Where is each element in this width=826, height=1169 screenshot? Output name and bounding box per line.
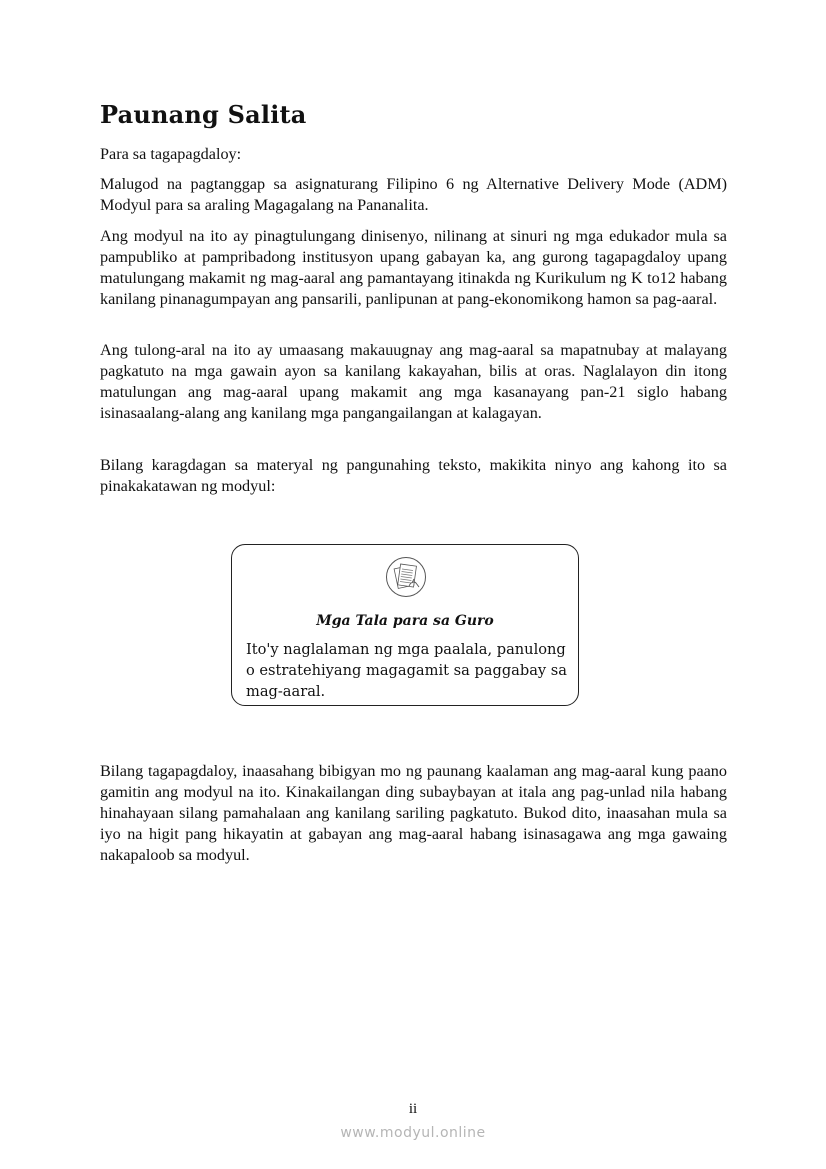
- paragraph-module-design: Ang modyul na ito ay pinagtulungang dinisenyo, nilinang at sinuri ng mga edukador mula sa pampubliko at pampribadong institusyon upang gabayan ka, ang gurong tagapagdaloy upang matulungang makamit ng mag-aaral ang pamantayang itinakda ng Kurikulum ng K to12 habang kanilang pinanagumpayan ang pansarili, panlipunan at pang-ekonomikong hamon sa pag-aaral.: [100, 227, 727, 308]
- teacher-notes-icon: [385, 556, 427, 598]
- watermark: www.modyul.online: [340, 1125, 486, 1141]
- page-number: ii: [408, 1101, 418, 1117]
- paragraph-welcome: Malugod na pagtanggap sa asignaturang Filipino 6 ng Alternative Delivery Mode (ADM) Modyul para sa araling Magagalang na Pananalita.: [100, 175, 727, 214]
- notebox-title: Mga Tala para sa Guro: [316, 613, 494, 629]
- paragraph-facilitator-role: Bilang tagapagdaloy, inaasahang bibigyan mo ng paunang kaalaman ang mag-aaral kung paano gamitin ang modyul na ito. Kinakailangan ding subaybayan at itala ang pag-unlad nila habang hinahayaan silang pamahalaan ang kanilang sariling pagkatuto. Bukod dito, inaasahan mula sa iyo na higit pang hikayatin at gabayan ang mag-aaral habang isinasagawa ang mga gawaing nakapaloob sa modyul.: [100, 762, 727, 864]
- page-title: Paunang Salita: [100, 100, 307, 129]
- paragraph-box-intro: Bilang karagdagan sa materyal ng pangunahing teksto, makikita ninyo ang kahong ito sa pinakakatawan ng modyul:: [100, 456, 727, 495]
- paragraph-learning-aid: Ang tulong-aral na ito ay umaasang makauugnay ang mag-aaral sa mapatnubay at malayang pagkatuto na mga gawain ayon sa kanilang kakayahan, bilis at oras. Naglalayon din itong matulungan ang mag-aaral upang makamit ang mga kasanayang pan-21 siglo habang isinasaalang-alang ang kanilang mga pangangailangan at kalagayan.: [100, 341, 727, 422]
- notebox-body: Ito'y naglalaman ng mga paalala, panulong o estratehiyang magagamit sa paggabay sa mag-aaral.: [246, 641, 567, 700]
- teacher-notes-box: [231, 544, 579, 706]
- greeting: Para sa tagapagdaloy:: [100, 145, 242, 163]
